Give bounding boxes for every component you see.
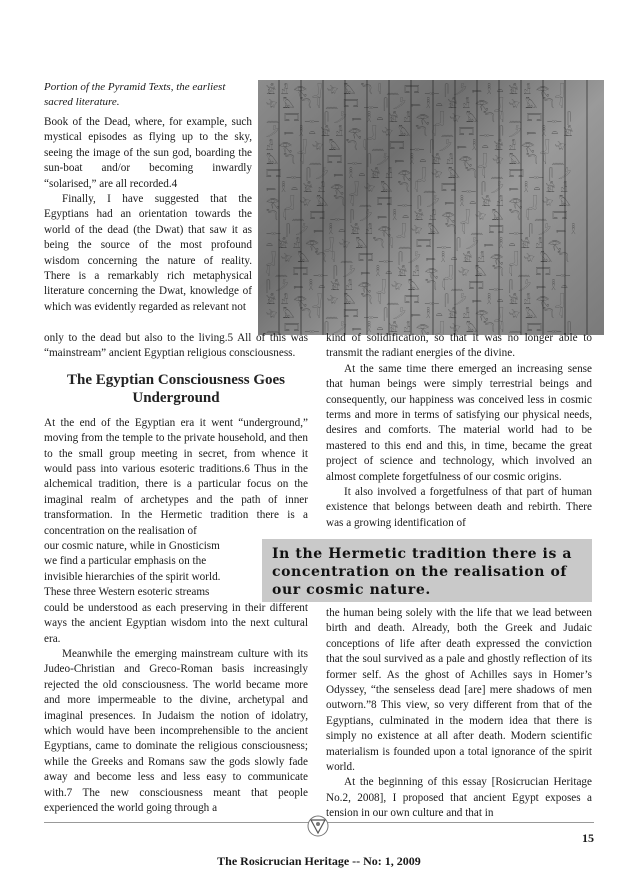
rosicrucian-emblem-icon — [306, 814, 330, 838]
paragraph: At the same time there emerged an increasing sense that human beings were simply terrestrial beings and consequently, our happiness was conceived less in cosmic terms and more in terms of satisfying our physical needs, desires and comforts. The material world had to be mastered to this end and this, in time, became the great project of science and technology, which involved an almost complete forgetfulness of our cosmic origins. — [326, 362, 592, 483]
hieroglyph-texture: 𓀀𓁐𓂀𓃀𓄀𓅓𓆓𓇋𓈖𓉐𓊃𓋴𓌳𓍿𓎛𓏏𓀀𓁐𓂀𓃀𓄀𓅓𓆓𓇋𓈖𓉐𓊃𓋴𓌳𓍿𓎛𓏏𓀀𓁐𓂀𓃀𓄀𓅓𓆓𓇋𓈖𓉐𓊃𓋴𓌳𓍿𓎛𓏏𓀀𓁐𓂀𓃀𓄀𓅓𓆓𓇋𓈖𓉐𓊃𓋴𓌳𓍿𓎛𓏏𓀀𓁐𓂀𓃀𓄀𓅓𓆓𓇋𓈖𓉐𓊃𓋴𓌳𓍿𓎛𓏏𓀀𓁐𓂀𓃀𓄀𓅓𓆓𓇋𓈖𓉐𓊃𓋴𓌳𓍿𓎛𓏏𓀀𓁐𓂀𓃀𓄀𓅓𓆓𓇋𓈖𓉐𓊃𓋴𓌳𓍿𓎛𓏏𓀀𓁐𓂀𓃀𓄀𓅓𓆓𓇋𓈖𓉐𓊃𓋴𓌳𓍿𓎛𓏏𓀀𓁐𓂀𓃀𓄀𓅓𓆓𓇋𓈖𓉐𓊃𓋴𓌳𓍿𓎛𓏏𓀀𓁐𓂀𓃀𓄀𓅓𓆓𓇋𓈖𓉐𓊃𓋴𓌳𓍿𓎛𓏏𓀀𓁐𓂀𓃀𓄀𓅓𓆓𓇋𓈖𓉐𓊃𓋴𓌳𓍿𓎛𓏏𓀀𓁐𓂀𓃀𓄀𓅓𓆓𓇋𓈖𓉐𓊃𓋴𓌳𓍿𓎛𓏏𓀀𓁐𓂀𓃀𓄀𓅓𓆓𓇋𓈖𓉐𓊃𓋴𓌳𓍿𓎛𓏏𓀀𓁐𓂀𓃀𓄀𓅓𓆓𓇋𓈖𓉐𓊃𓋴𓌳𓍿𓎛𓏏𓀀𓁐𓂀𓃀𓄀𓅓𓆓𓇋𓈖𓉐𓊃𓋴𓌳𓍿𓎛𓏏𓀀𓁐𓂀𓃀𓄀𓅓𓆓𓇋𓈖𓉐𓊃𓋴𓌳𓍿𓎛𓏏𓀀𓁐𓂀𓃀𓄀𓅓𓆓𓇋𓈖𓉐𓊃𓋴𓌳𓍿𓎛𓏏𓀀𓁐𓂀𓃀𓄀𓅓𓆓𓇋𓈖𓉐𓊃𓋴𓌳𓍿𓎛𓏏𓀀𓁐𓂀𓃀𓄀𓅓𓆓𓇋𓈖𓉐𓊃𓋴𓌳𓍿𓎛𓏏𓀀𓁐𓂀𓃀𓄀𓅓𓆓𓇋𓈖𓉐𓊃𓋴𓌳𓍿𓎛𓏏𓀀𓁐𓂀𓃀𓄀𓅓𓆓𓇋𓈖𓉐𓊃𓋴𓌳𓍿𓎛𓏏𓀀𓁐𓂀𓃀𓄀𓅓𓆓𓇋𓈖𓉐𓊃𓋴𓌳𓍿𓎛𓏏𓀀𓁐𓂀𓃀𓄀𓅓𓆓𓇋𓈖𓉐𓊃𓋴 — [266, 84, 581, 335]
right-column-bottom — [326, 606, 592, 822]
paragraph: the human being solely with the life that we lead between birth and death. Already, both the Greek and Judaic conceptions of life after death expressed the conviction that the soul survived as a pale and ghostly reflection of its former self. As the ghost of Achilles says in Homer’s Odyssey, “the senseless dead [are] mere shadows of men outworn.”8 This view, so very different from that of the Egyptians, culminated in the modern idea that there is simply no existence at all after death. Modern scientific materialism is founded upon a total ignorance of the spirit world. — [326, 607, 592, 774]
paragraph: Meanwhile the emerging mainstream culture with its Judeo-Christian and Greco-Roman basis increasingly rejected the old consciousness. The world became more and more impermeable to the divine, archetypal and imaginal presences. In Judaism the notion of idolatry, which would have been incomprehensible to the ancient Egyptians, came to dominate the religious consciousness; while the Greeks and Romans saw the gods slowly fade away and become less and less easy to communicate with.7 The new consciousness meant that people experienced the world going through a — [44, 647, 308, 814]
photo-caption: Portion of the Pyramid Texts, the earliest sacred literature. — [44, 81, 226, 108]
pyramid-texts-photo — [258, 80, 604, 335]
paragraph: kind of solidification, so that it was no longer able to transmit the radiant energies of the divine. — [326, 332, 592, 360]
paragraph: At the beginning of this essay [Rosicrucian Heritage No.2, 2008], I proposed that ancient Egypt exposes a tension in our own culture and that in — [326, 776, 592, 820]
pull-quote: In the Hermetic tradition there is a concentration on the realisation of our cosmic nature. — [262, 539, 592, 602]
paragraph-narrow: These three Western esoteric streams — [44, 586, 210, 599]
paragraph-narrow: we find a particular emphasis on the — [44, 555, 207, 568]
paragraph: At the end of the Egyptian era it went “underground,” moving from the temple to the private household, and then to the small group meeting in secret, from whence it would pass into various esoteric traditions.6 Thus in the alchemical tradition, there is a particular focus on the imaginal realm of archetypes and the path of inner transformation. In the Hermetic tradition there is a concentration on the realisation of — [44, 416, 308, 537]
right-column-top — [326, 331, 592, 531]
paragraph: Book of the Dead, where, for example, such mystical episodes as flying up to the sky, seeing the image of the sun god, boarding the sun-boat and/or becoming inwardly “solarised,” are all recorded.4 — [44, 116, 252, 190]
paragraph: only to the dead but also to the living.5 All of this was “mainstream” ancient Egyptian religious consciousness. — [44, 332, 308, 360]
page-number: 15 — [582, 831, 594, 845]
paragraph: It also involved a forgetfulness of that part of human existence that belongs between death and rebirth. There was a growing identification of — [326, 486, 592, 529]
footer-title: The Rosicrucian Heritage -- No: 1, 2009 — [217, 854, 421, 868]
paragraph-narrow: invisible hierarchies of the spirit world. — [44, 570, 221, 583]
paragraph-narrow: our cosmic nature, while in Gnosticism — [44, 540, 220, 553]
paragraph: could be understood as each preserving in their different ways the ancient Egyptian wisdom into the next cultural era. — [44, 601, 308, 645]
paragraph: Finally, I have suggested that the Egyptians had an orientation towards the world of the dead (the Dwat) that saw it as being the source of the most profound wisdom concerning the nature of reality. There is a remarkably rich metaphysical literature concerning the Dwat, knowledge of which was evidently regarded as relevant not — [44, 193, 252, 313]
left-top-text — [44, 115, 252, 315]
section-heading: The Egyptian Consciousness Goes Underground — [67, 371, 285, 406]
